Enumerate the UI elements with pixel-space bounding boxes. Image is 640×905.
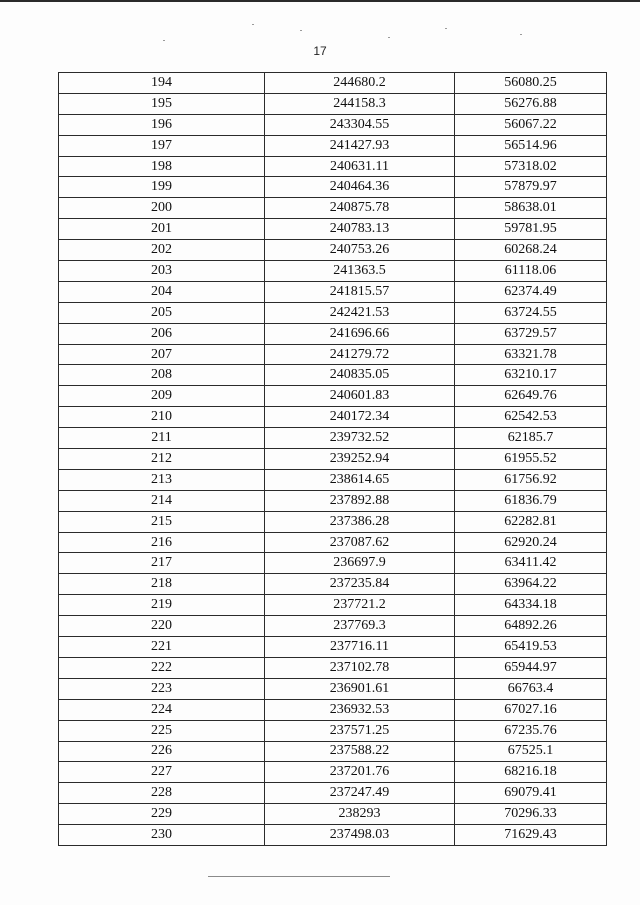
table-row [59,511,607,532]
value-a-cell: 242421.53 [265,302,455,323]
row-number-cell: 207 [59,344,265,365]
row-number-cell: 198 [59,156,265,177]
value-a-cell: 237588.22 [265,741,455,762]
row-number-cell: 218 [59,574,265,595]
value-a-cell: 244680.2 [265,73,455,94]
value-b-cell: 64892.26 [455,616,607,637]
table-row [59,344,607,365]
value-b-cell: 62185.7 [455,428,607,449]
value-b-cell: 62282.81 [455,511,607,532]
value-a-cell: 240753.26 [265,240,455,261]
value-b-cell: 65419.53 [455,637,607,658]
row-number-cell: 204 [59,281,265,302]
value-a-cell: 240631.11 [265,156,455,177]
row-number-cell: 219 [59,595,265,616]
row-number-cell: 221 [59,637,265,658]
table-row [59,302,607,323]
row-number-cell: 222 [59,657,265,678]
row-number-cell: 227 [59,762,265,783]
value-a-cell: 241279.72 [265,344,455,365]
value-a-cell: 239252.94 [265,449,455,470]
table-row [59,219,607,240]
row-number-cell: 201 [59,219,265,240]
value-a-cell: 240172.34 [265,407,455,428]
value-a-cell: 236697.9 [265,553,455,574]
row-number-cell: 211 [59,428,265,449]
value-b-cell: 67525.1 [455,741,607,762]
value-a-cell: 241696.66 [265,323,455,344]
value-b-cell: 57879.97 [455,177,607,198]
value-a-cell: 237201.76 [265,762,455,783]
table-row [59,469,607,490]
table-row [59,553,607,574]
table-row [59,73,607,94]
value-a-cell: 237235.84 [265,574,455,595]
row-number-cell: 199 [59,177,265,198]
table-row [59,532,607,553]
value-b-cell: 59781.95 [455,219,607,240]
row-number-cell: 202 [59,240,265,261]
table-row [59,156,607,177]
table-row [59,741,607,762]
value-b-cell: 64334.18 [455,595,607,616]
value-b-cell: 70296.33 [455,804,607,825]
table-row [59,783,607,804]
value-a-cell: 237102.78 [265,657,455,678]
row-number-cell: 223 [59,678,265,699]
table-row [59,762,607,783]
row-number-cell: 208 [59,365,265,386]
value-b-cell: 61836.79 [455,490,607,511]
value-a-cell: 237498.03 [265,825,455,846]
scan-speck [252,24,254,25]
value-a-cell: 240464.36 [265,177,455,198]
table-row [59,657,607,678]
value-b-cell: 60268.24 [455,240,607,261]
value-b-cell: 58638.01 [455,198,607,219]
value-a-cell: 238293 [265,804,455,825]
scan-speck [445,28,447,29]
value-b-cell: 62649.76 [455,386,607,407]
value-a-cell: 238614.65 [265,469,455,490]
value-b-cell: 62920.24 [455,532,607,553]
table-row [59,323,607,344]
value-a-cell: 236901.61 [265,678,455,699]
table-row [59,449,607,470]
value-a-cell: 240783.13 [265,219,455,240]
page-top-edge [0,0,640,2]
row-number-cell: 220 [59,616,265,637]
row-number-cell: 194 [59,73,265,94]
bottom-rule [208,876,390,877]
table-row [59,198,607,219]
value-a-cell: 240875.78 [265,198,455,219]
row-number-cell: 230 [59,825,265,846]
value-a-cell: 236932.53 [265,699,455,720]
table-row [59,804,607,825]
data-table [58,72,607,846]
table-row [59,825,607,846]
row-number-cell: 210 [59,407,265,428]
value-a-cell: 237247.49 [265,783,455,804]
value-a-cell: 239732.52 [265,428,455,449]
value-b-cell: 61955.52 [455,449,607,470]
value-b-cell: 62542.53 [455,407,607,428]
value-b-cell: 63729.57 [455,323,607,344]
table-row [59,490,607,511]
table-row [59,637,607,658]
value-b-cell: 62374.49 [455,281,607,302]
value-a-cell: 241363.5 [265,261,455,282]
table-row [59,365,607,386]
value-a-cell: 237716.11 [265,637,455,658]
table-row [59,574,607,595]
value-a-cell: 237721.2 [265,595,455,616]
value-b-cell: 69079.41 [455,783,607,804]
row-number-cell: 226 [59,741,265,762]
value-b-cell: 66763.4 [455,678,607,699]
table-row [59,428,607,449]
row-number-cell: 212 [59,449,265,470]
table-row [59,114,607,135]
value-b-cell: 67027.16 [455,699,607,720]
scan-speck [388,37,390,38]
table-row [59,699,607,720]
value-a-cell: 243304.55 [265,114,455,135]
value-a-cell: 237386.28 [265,511,455,532]
row-number-cell: 213 [59,469,265,490]
table-row [59,93,607,114]
value-b-cell: 68216.18 [455,762,607,783]
row-number-cell: 216 [59,532,265,553]
value-b-cell: 63210.17 [455,365,607,386]
value-b-cell: 63321.78 [455,344,607,365]
value-a-cell: 240835.05 [265,365,455,386]
row-number-cell: 196 [59,114,265,135]
row-number-cell: 197 [59,135,265,156]
row-number-cell: 228 [59,783,265,804]
row-number-cell: 214 [59,490,265,511]
table-row [59,678,607,699]
value-b-cell: 63411.42 [455,553,607,574]
value-b-cell: 56276.88 [455,93,607,114]
value-a-cell: 237892.88 [265,490,455,511]
row-number-cell: 229 [59,804,265,825]
row-number-cell: 200 [59,198,265,219]
value-a-cell: 241815.57 [265,281,455,302]
row-number-cell: 205 [59,302,265,323]
page-number: 17 [313,44,327,58]
value-b-cell: 65944.97 [455,657,607,678]
row-number-cell: 209 [59,386,265,407]
value-b-cell: 61756.92 [455,469,607,490]
value-b-cell: 61118.06 [455,261,607,282]
value-a-cell: 240601.83 [265,386,455,407]
row-number-cell: 203 [59,261,265,282]
value-b-cell: 56514.96 [455,135,607,156]
table-row [59,407,607,428]
value-b-cell: 56067.22 [455,114,607,135]
value-b-cell: 71629.43 [455,825,607,846]
value-a-cell: 237087.62 [265,532,455,553]
row-number-cell: 206 [59,323,265,344]
scan-speck [300,30,302,31]
table-row [59,386,607,407]
value-b-cell: 56080.25 [455,73,607,94]
value-a-cell: 241427.93 [265,135,455,156]
table-row [59,720,607,741]
table-row [59,240,607,261]
table-row [59,616,607,637]
value-b-cell: 67235.76 [455,720,607,741]
value-a-cell: 237769.3 [265,616,455,637]
table-row [59,595,607,616]
value-a-cell: 244158.3 [265,93,455,114]
value-b-cell: 57318.02 [455,156,607,177]
table-row [59,135,607,156]
row-number-cell: 195 [59,93,265,114]
value-a-cell: 237571.25 [265,720,455,741]
row-number-cell: 225 [59,720,265,741]
table-body [59,73,607,846]
scan-speck [520,34,522,35]
row-number-cell: 224 [59,699,265,720]
table-row [59,281,607,302]
table-row [59,261,607,282]
scan-speck [163,40,165,41]
row-number-cell: 215 [59,511,265,532]
row-number-cell: 217 [59,553,265,574]
table-row [59,177,607,198]
value-b-cell: 63724.55 [455,302,607,323]
value-b-cell: 63964.22 [455,574,607,595]
